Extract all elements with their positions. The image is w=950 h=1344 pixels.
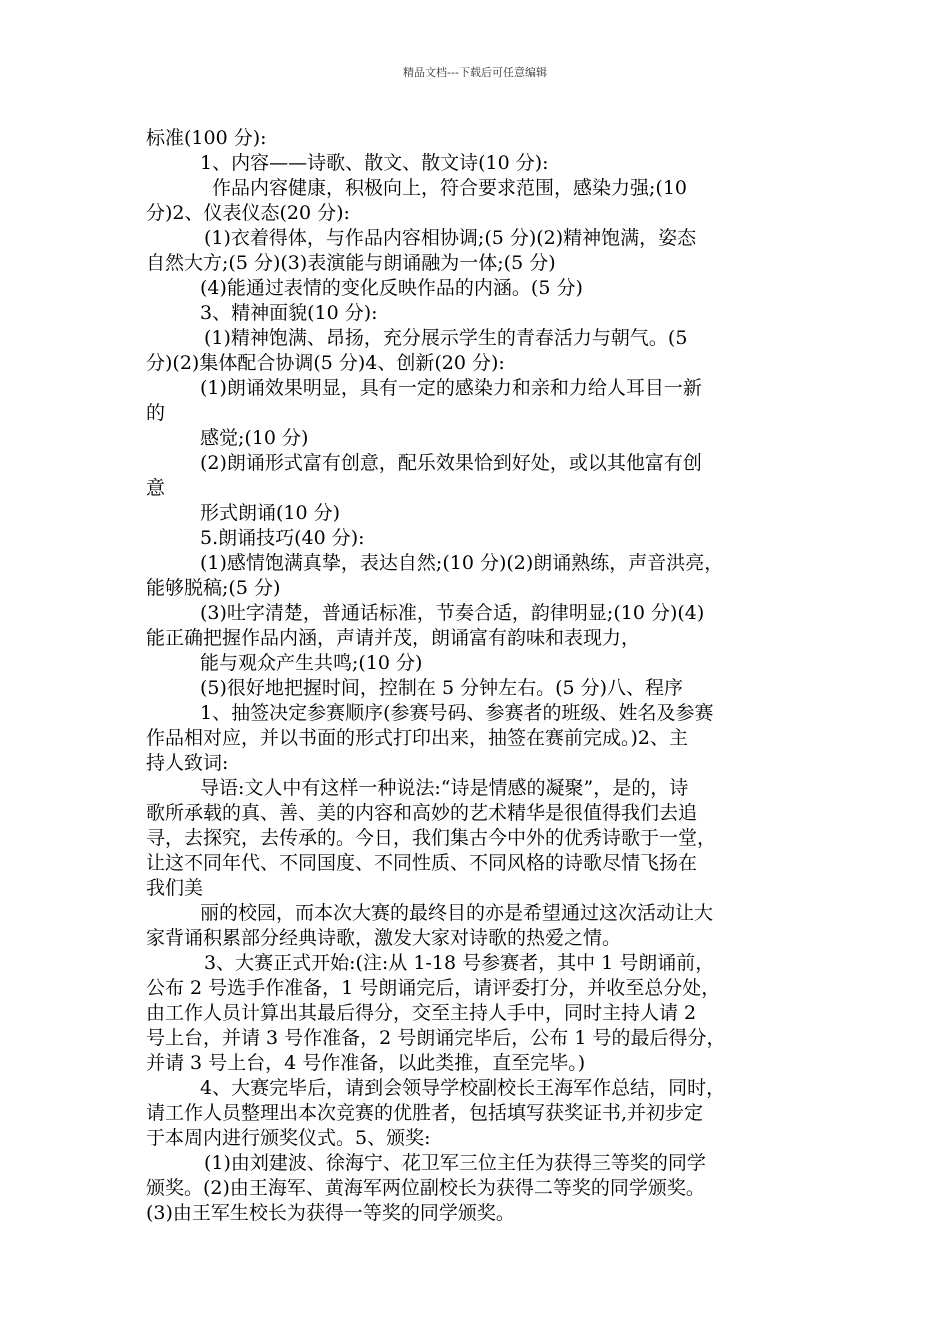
text-line: 作品内容健康，积极向上，符合要求范围，感染力强;(10 (212, 177, 687, 199)
text-line: 感觉;(10 分) (200, 427, 309, 449)
text-line: 5.朗诵技巧(40 分): (200, 527, 365, 549)
text-line: 让这不同年代、不同国度、不同性质、不同风格的诗歌尽情飞扬在 (146, 852, 698, 874)
text-line: 我们美 (146, 877, 204, 899)
text-line: (3)吐字清楚，普通话标准，节奏合适，韵律明显;(10 分)(4) (200, 602, 705, 624)
text-line: 作品相对应，并以书面的形式打印出来，抽签在赛前完成。)2、主 (146, 727, 689, 749)
text-line: 能正确把握作品内涵，声请并茂，朗诵富有韵味和表现力， (146, 627, 641, 649)
text-line: 自然大方;(5 分)(3)表演能与朗诵融为一体;(5 分) (146, 252, 556, 274)
text-line: 意 (146, 477, 166, 499)
text-line: (1)精神饱满、昂扬，充分展示学生的青春活力与朝气。(5 (204, 327, 688, 349)
text-line: 1、抽签决定参赛顺序(参赛号码、参赛者的班级、姓名及参赛 (200, 702, 714, 724)
text-line: (1)由刘建波、徐海宁、花卫军三位主任为获得三等奖的同学 (204, 1152, 706, 1174)
text-line: (1)衣着得体，与作品内容相协调;(5 分)(2)精神饱满，姿态 (204, 227, 697, 249)
text-line: 4、大赛完毕后，请到会领导学校副校长王海军作总结，同时， (200, 1077, 726, 1099)
text-line: 标准(100 分): (146, 127, 267, 149)
text-line: 由工作人员计算出其最后得分，交至主持人手中，同时主持人请 2 (146, 1002, 697, 1024)
text-line: (1)感情饱满真挚，表达自然;(10 分)(2)朗诵熟练，声音洪亮， (200, 552, 724, 574)
text-line: 分)(2)集体配合协调(5 分)4、创新(20 分): (146, 352, 505, 374)
text-line: (3)由王军生校长为获得一等奖的同学颁奖。 (146, 1202, 515, 1224)
text-line: 家背诵积累部分经典诗歌，激发大家对诗歌的热爱之情。 (146, 927, 622, 949)
text-line: 请工作人员整理出本次竞赛的优胜者，包括填写获奖证书,并初步定 (146, 1102, 704, 1124)
text-line: 歌所承载的真、善、美的内容和高妙的艺术精华是很值得我们去追 (146, 802, 698, 824)
text-line: 3、大赛正式开始:(注:从 1-18 号参赛者，其中 1 号朗诵前， (204, 952, 715, 974)
text-line: 寻，去探究，去传承的。今日，我们集古今中外的优秀诗歌于一堂， (146, 827, 717, 849)
text-line: 号上台，并请 3 号作准备，2 号朗诵完毕后，公布 1 号的最后得分， (146, 1027, 726, 1049)
text-line: 分)2、仪表仪态(20 分): (146, 202, 350, 224)
text-line: (4)能通过表情的变化反映作品的内涵。(5 分) (200, 277, 583, 299)
text-line: (2)朗诵形式富有创意，配乐效果恰到好处，或以其他富有创 (200, 452, 702, 474)
text-line: 能与观众产生共鸣;(10 分) (200, 652, 423, 674)
text-line: 的 (146, 402, 166, 424)
text-line: 颁奖。(2)由王海军、黄海军两位副校长为获得二等奖的同学颁奖。 (146, 1177, 705, 1199)
text-line: (5)很好地把握时间，控制在 5 分钟左右。(5 分)八、程序 (200, 677, 684, 699)
text-line: 公布 2 号选手作准备，1 号朗诵完后，请评委打分，并收至总分处， (146, 977, 721, 999)
text-line: 丽的校园，而本次大赛的最终目的亦是希望通过这次活动让大 (200, 902, 714, 924)
text-line: 并请 3 号上台，4 号作准备，以此类推，直至完毕。) (146, 1052, 586, 1074)
text-line: 形式朗诵(10 分) (200, 502, 341, 524)
text-line: 3、精神面貌(10 分): (200, 302, 378, 324)
text-line: 持人致词: (146, 752, 229, 774)
text-line: 1、内容——诗歌、散文、散文诗(10 分): (200, 152, 549, 174)
text-line: 导语:文人中有这样一种说法:“诗是情感的凝聚”，是的，诗 (200, 777, 689, 799)
text-line: 能够脱稿;(5 分) (146, 577, 281, 599)
text-line: 于本周内进行颁奖仪式。5、颁奖: (146, 1127, 431, 1149)
page-header: 精品文档---下载后可任意编辑 (403, 66, 547, 79)
text-line: (1)朗诵效果明显，具有一定的感染力和亲和力给人耳目一新 (200, 377, 702, 399)
